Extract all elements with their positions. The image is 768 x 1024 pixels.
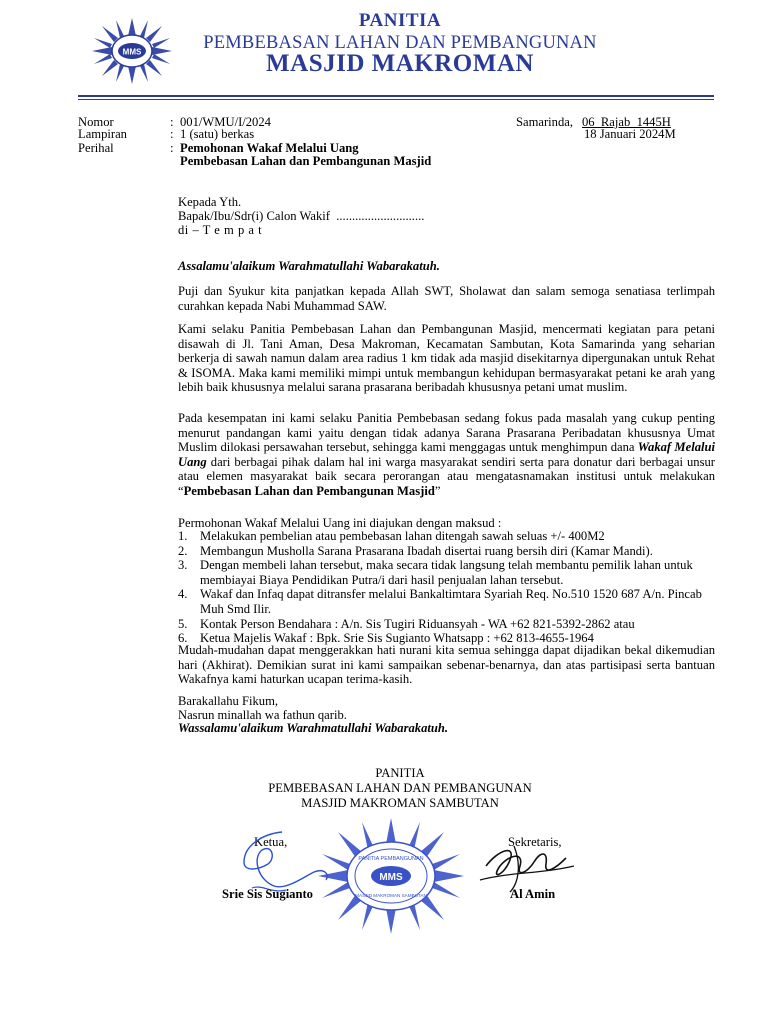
closing-salam: Wassalamu'alaikum Warahmatullahi Wabarakatuh. <box>178 721 449 735</box>
perihal-label: Perihal <box>78 141 114 155</box>
signature-org1: PANITIA <box>375 766 425 780</box>
purpose-item <box>178 587 718 616</box>
paragraph-3-part-c: dari berbagai pihak dalam hal ini warga masyarakat sendiri serta para donatur dari berbagai unsur atau elemen masyarakat baik secara perorangan atau mengatasnamakan institusi untuk melakukan “ <box>178 454 715 498</box>
recipient-line3: di – T e m p a t <box>178 223 263 237</box>
letterhead-masjid: MASJID MAKROMAN <box>266 50 534 77</box>
signature-org3: MASJID MAKROMAN SAMBUTAN <box>301 796 499 810</box>
closing-line1: Barakallahu Fikum, <box>178 694 279 708</box>
purpose-item-text: Ketua Majelis Wakaf : Bpk. Srie Sis Sugianto Whatsapp : +62 813-4655-1964 <box>200 631 594 646</box>
perihal-colon: : <box>170 141 174 155</box>
sekretaris-label: Sekretaris, <box>508 835 562 849</box>
purpose-item-text: Dengan membeli lahan tersebut, maka secara tidak langsung telah membantu pemilik lahan untuk membiayai Biaya Pendidikan Putra/i dari hasil penjualan lahan tersebut. <box>200 558 693 587</box>
nomor-value: 001/WMU/I/2024 <box>180 115 271 129</box>
letterhead-title: PANITIA <box>358 10 442 31</box>
purpose-list <box>178 529 718 646</box>
stamp-top-text: PANITIA PEMBANGUNAN <box>358 856 424 862</box>
purpose-item-number: 2. <box>178 543 188 558</box>
logo-text: MMS <box>122 47 142 57</box>
paragraph-1: Puji dan Syukur kita panjatkan kepada Allah SWT, Sholawat dan salam semoga senatiasa terlimpah curahkan kepada Nabi Muhammad SAW. <box>178 284 715 313</box>
wakaf-emphasis: Wakaf Melalui Uang <box>178 440 715 469</box>
sekretaris-name: Al Amin <box>510 887 556 901</box>
ketua-name: Srie Sis Sugianto <box>222 887 313 901</box>
opening-salam: Assalamu'alaikum Warahmatullahi Wabarakatuh. <box>178 259 440 273</box>
purpose-item <box>178 617 718 632</box>
purpose-item <box>178 529 718 544</box>
recipient-line1: Kepada Yth. <box>178 195 242 209</box>
hijri-date: 06 Rajab 1445H <box>582 115 671 129</box>
header-divider <box>78 95 714 97</box>
purpose-item-number: 6. <box>178 631 188 646</box>
purpose-item <box>178 558 718 587</box>
letterhead-subtitle: PEMBEBASAN LAHAN DAN PEMBANGUNAN <box>203 33 597 53</box>
paragraph-3-part-a: Pada kesempatan ini kami selaku Panitia Pembebasan sedang fokus pada masalah yang cukup penting menurut pandangan kami yaitu dengan tidak adanya Sarana Prasarana Peribadatan khususnya Umat Muslim dilokasi persawahan tersebut, sehingga kami menggagas untuk menghimpun dana <box>178 411 715 455</box>
purpose-item-number: 5. <box>178 616 188 631</box>
purpose-item-text: Melakukan pembelian atau pembebasan lahan ditengah sawah seluas +/- 400M2 <box>200 529 605 543</box>
recipient-line2: Bapak/Ibu/Sdr(i) Calon Wakif ............................ <box>178 209 425 223</box>
perihal-line1: Pemohonan Wakaf Melalui Uang <box>180 141 359 155</box>
lampiran-colon: : <box>170 127 174 141</box>
closing-line2: Nasrun minallah wa fathun qarib. <box>178 708 347 722</box>
purpose-item-text: Kontak Person Bendahara : A/n. Sis Tugiri Riduansyah - WA +62 821-5392-2862 atau <box>200 616 635 631</box>
project-emphasis: Pembebasan Lahan dan Pembangunan Masjid <box>183 483 435 498</box>
paragraph-2: Kami selaku Panitia Pembebasan Lahan dan Pembangunan Masjid, mencermati kegiatan para petani disawah di Jl. Tani Aman, Desa Makroman, Kecamatan Sambutan, Kota Samarinda yang seharian berkerja di sawah namun dalam area radius 1 km tidak ada masjid disekitarnya dipergunakan untuk Rehat & ISOMA. Maka kami memiliki mimpi untuk membangun kehidupan bermasyarakat petani ke arah yang lebih baik khususnya melalui sarana prasarana beribadah khususnya petani umat muslim. <box>178 322 715 395</box>
lampiran-label: Lampiran <box>78 127 127 141</box>
paragraph-3-part-e: ” <box>434 483 441 498</box>
lampiran-value: 1 (satu) berkas <box>180 127 255 141</box>
nomor-label: Nomor <box>78 115 114 129</box>
paragraph-4: Mudah-mudahan dapat menggerakkan hati nurani kita semua sehingga dapat dijadikan bekal dikemudian hari (Akhirat). Demikian surat ini kami sampaikan sebenar-benarnya, dan atas partisipasi serta bantuan Wakafnya kami haturkan ucapan terima-kasih. <box>178 643 715 687</box>
perihal-line2: Pembebasan Lahan dan Pembangunan Masjid <box>180 154 432 168</box>
stamp-bottom-text: MASJID MAKROMAN SAMBUTAN <box>355 893 427 898</box>
signature-org2: PEMBEBASAN LAHAN DAN PEMBANGUNAN <box>268 781 532 795</box>
purpose-intro: Permohonan Wakaf Melalui Uang ini diajukan dengan maksud : <box>178 516 502 530</box>
stamp-text: MMS <box>379 872 403 883</box>
nomor-colon: : <box>170 115 174 129</box>
purpose-item-text: Wakaf dan Infaq dapat ditransfer melalui Bankaltimtara Syariah Req. No.510 1520 687 A/n. Pincab Muh Smd Ilir. <box>200 587 702 616</box>
purpose-item-text: Membangun Musholla Sarana Prasarana Ibadah disertai ruang bersih diri (Kamar Mandi). <box>200 543 653 558</box>
purpose-item-number: 3. <box>178 558 188 573</box>
gregorian-date: 18 Januari 2024M <box>584 127 676 141</box>
letter-place: Samarinda, <box>516 115 574 129</box>
paragraph-3 <box>178 411 715 499</box>
purpose-item <box>178 544 718 559</box>
purpose-item-number: 4. <box>178 587 188 602</box>
header-divider-thin <box>78 99 714 100</box>
purpose-item-number: 1. <box>178 529 188 543</box>
ketua-label: Ketua, <box>254 835 288 849</box>
committee-stamp <box>318 818 464 934</box>
